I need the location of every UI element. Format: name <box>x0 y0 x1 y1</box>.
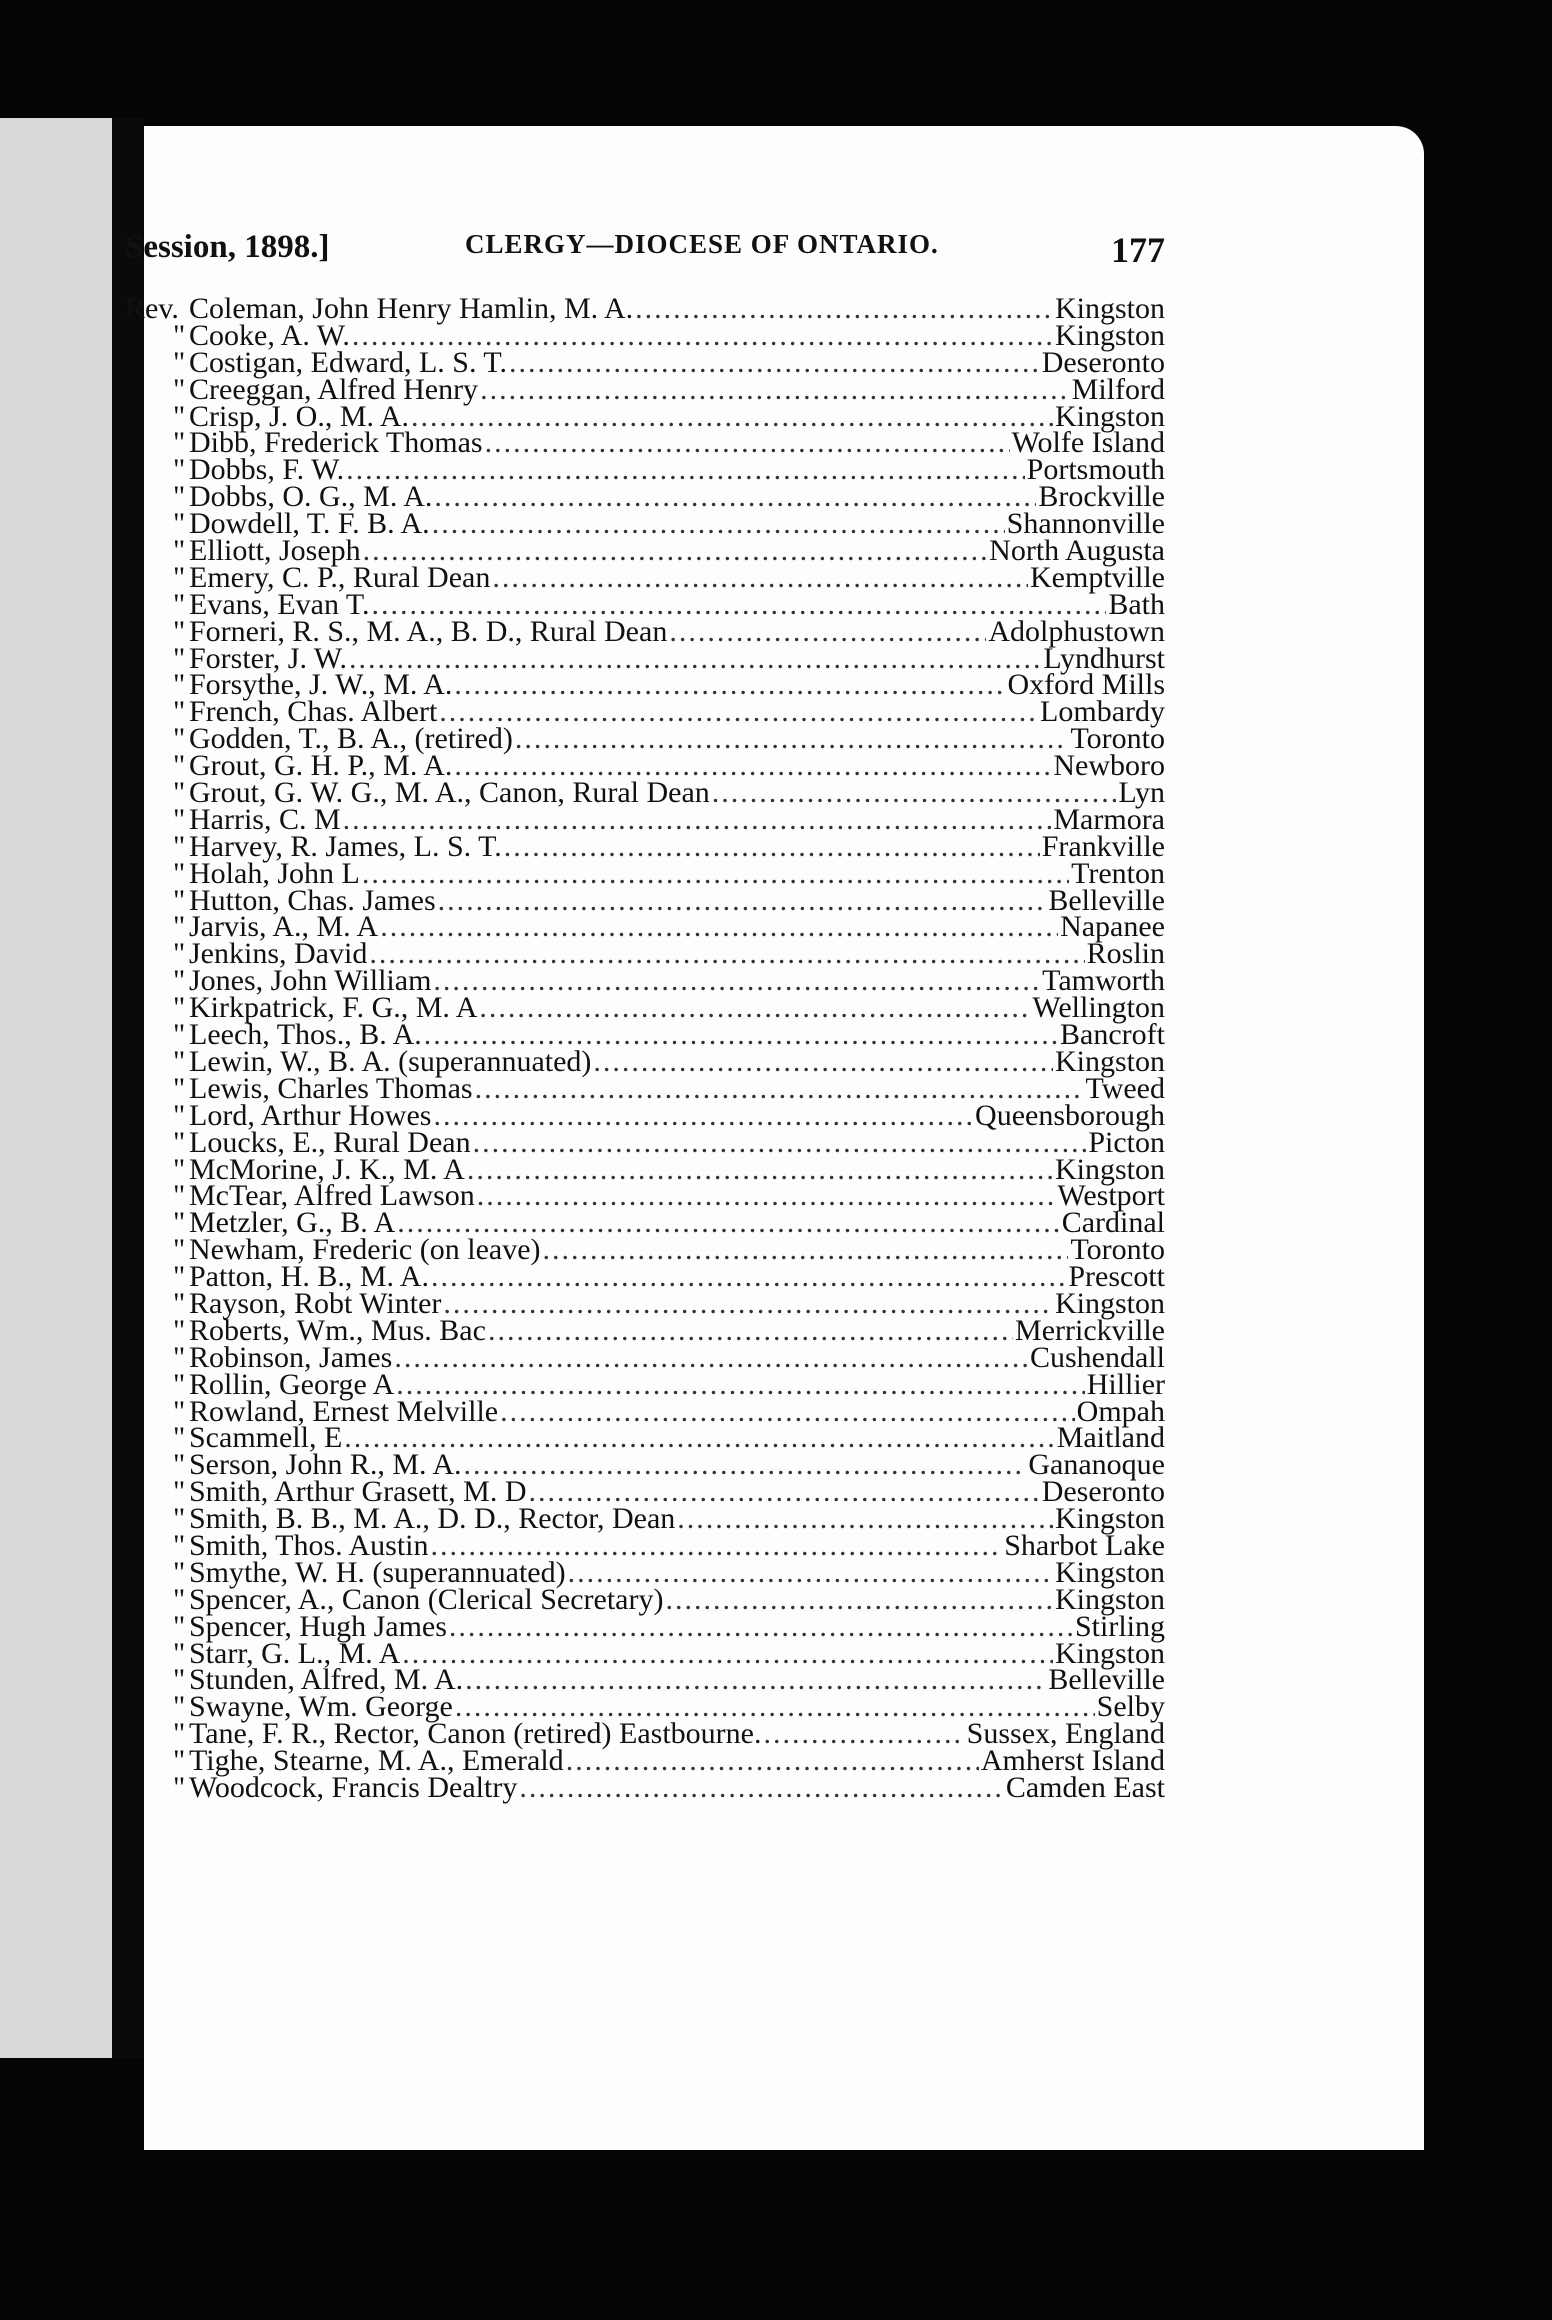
list-item <box>125 1206 1165 1240</box>
list-item <box>125 910 1165 944</box>
list-item <box>125 722 1165 756</box>
parish-place: Kingston <box>1054 1044 1165 1078</box>
ditto-mark: " <box>173 802 186 836</box>
parish-place: Toronto <box>1070 722 1165 756</box>
parish-place: Gananoque <box>1028 1448 1165 1482</box>
dot-leader <box>438 886 1047 916</box>
clergy-name: Jarvis, A., M. A <box>189 910 379 944</box>
dot-leader <box>515 724 1069 754</box>
clergy-name: Woodcock, Francis Dealtry <box>189 1770 518 1804</box>
ditto-mark: " <box>173 1394 186 1428</box>
ditto-mark: " <box>173 856 186 890</box>
dot-leader <box>396 1370 1084 1400</box>
ditto-mark: " <box>173 937 186 971</box>
clergy-name: Creeggan, Alfred Henry <box>189 372 479 406</box>
clergy-list <box>125 292 1165 1804</box>
clergy-name: McMorine, J. K., M. A <box>189 1152 465 1186</box>
dot-leader <box>669 617 986 647</box>
dot-leader <box>509 348 1040 378</box>
parish-place: Marmora <box>1053 802 1165 836</box>
clergy-name: Grout, G. H. P., M. A. <box>189 749 453 783</box>
ditto-mark: " <box>173 372 186 406</box>
dot-leader <box>566 1746 979 1776</box>
clergy-name: Newham, Frederic (on leave) <box>189 1233 541 1267</box>
clergy-name: Lewis, Charles Thomas <box>189 1071 473 1105</box>
session-label: Session, 1898.] <box>125 229 330 265</box>
dot-leader <box>479 993 1030 1023</box>
dot-leader <box>439 697 1038 727</box>
parish-place: Kingston <box>1054 1636 1165 1670</box>
clergy-name: Loucks, E., Rural Dean <box>189 1125 471 1159</box>
clergy-name: Dibb, Frederick Thomas <box>189 426 483 460</box>
list-item <box>125 345 1165 379</box>
ditto-mark: " <box>173 1367 186 1401</box>
clergy-name: Evans, Evan T. <box>189 587 370 621</box>
dot-leader <box>593 1047 1053 1077</box>
ditto-mark: " <box>173 668 186 702</box>
parish-place: Belleville <box>1048 883 1165 917</box>
list-item <box>125 991 1165 1025</box>
list-item <box>125 587 1165 621</box>
clergy-name: Dowdell, T. F. B. A. <box>189 507 430 541</box>
clergy-name: Godden, T., B. A., (retired) <box>189 722 513 756</box>
parish-place: Westport <box>1057 1179 1165 1213</box>
ditto-mark: " <box>173 453 186 487</box>
parish-place: Cushendall <box>1030 1340 1165 1374</box>
list-item <box>125 1260 1165 1294</box>
dot-leader <box>677 1504 1053 1534</box>
parish-place: Belleville <box>1048 1663 1165 1697</box>
ditto-mark: " <box>173 1636 186 1670</box>
parish-place: Kingston <box>1054 1582 1165 1616</box>
dot-leader <box>473 1128 1087 1158</box>
list-item <box>125 1152 1165 1186</box>
list-item <box>125 1071 1165 1105</box>
clergy-name: Holah, John L <box>189 856 360 890</box>
dot-leader <box>488 1316 1013 1346</box>
ditto-mark: " <box>173 964 186 998</box>
parish-place: Stirling <box>1074 1609 1165 1643</box>
clergy-name: Roberts, Wm., Mus. Bac <box>189 1313 486 1347</box>
ditto-mark: " <box>173 749 186 783</box>
ditto-mark: " <box>173 345 186 379</box>
clergy-name: Dobbs, O. G., M. A. <box>189 480 433 514</box>
parish-place: Tweed <box>1085 1071 1165 1105</box>
list-item <box>125 480 1165 514</box>
ditto-mark: " <box>173 1313 186 1347</box>
clergy-name: Robinson, James <box>189 1340 393 1374</box>
clergy-name: Harris, C. M <box>189 802 341 836</box>
list-item <box>125 749 1165 783</box>
ditto-mark: " <box>173 426 186 460</box>
parish-place: Kingston <box>1054 1502 1165 1536</box>
ditto-mark: " <box>173 1044 186 1078</box>
clergy-name: French, Chas. Albert <box>189 695 438 729</box>
clergy-name: Rayson, Robt Winter <box>189 1286 442 1320</box>
clergy-name: Rowland, Ernest Melville <box>189 1394 499 1428</box>
list-item <box>125 937 1165 971</box>
clergy-name: Swayne, Wm. George <box>189 1690 453 1724</box>
ditto-mark: " <box>173 1502 186 1536</box>
clergy-name: Jones, John William <box>189 964 432 998</box>
parish-place: Kingston <box>1054 318 1165 352</box>
list-item <box>125 614 1165 648</box>
clergy-name: Smith, B. B., M. A., D. D., Rector, Dean <box>189 1502 676 1536</box>
clergy-name: McTear, Alfred Lawson <box>189 1179 475 1213</box>
list-item <box>125 1582 1165 1616</box>
clergy-name: Forster, J. W. <box>189 641 347 675</box>
page-header <box>125 229 1165 281</box>
parish-place: Ompah <box>1076 1394 1165 1428</box>
list-item <box>125 641 1165 675</box>
list-item <box>125 399 1165 433</box>
clergy-name: Spencer, Hugh James <box>189 1609 447 1643</box>
dot-leader <box>665 1585 1053 1615</box>
list-item <box>125 1179 1165 1213</box>
list-item <box>125 318 1165 352</box>
list-item <box>125 829 1165 863</box>
parish-place: Bath <box>1108 587 1165 621</box>
list-item <box>125 1394 1165 1428</box>
clergy-name: Cooke, A. W. <box>189 318 350 352</box>
clergy-name: Lewin, W., B. A. (superannuated) <box>189 1044 592 1078</box>
parish-place: Adolphustown <box>988 614 1165 648</box>
facing-page-edge <box>0 118 112 2058</box>
ditto-mark: " <box>173 776 186 810</box>
clergy-name: Jenkins, David <box>189 937 368 971</box>
list-item <box>125 1663 1165 1697</box>
dot-leader <box>433 966 1040 996</box>
list-item <box>125 1502 1165 1536</box>
clergy-name: Smith, Arthur Grasett, M. D <box>189 1475 527 1509</box>
list-item <box>125 1233 1165 1267</box>
dot-leader <box>477 1181 1056 1211</box>
parish-place: Bancroft <box>1060 1018 1165 1052</box>
ditto-mark: " <box>173 1125 186 1159</box>
list-item <box>125 1770 1165 1804</box>
list-item <box>125 802 1165 836</box>
ditto-mark: " <box>173 1744 186 1778</box>
clergy-name: Costigan, Edward, L. S. T. <box>189 345 508 379</box>
clergy-name: Serson, John R., M. A. <box>189 1448 462 1482</box>
clergy-name: Dobbs, F. W. <box>189 453 345 487</box>
entry-line <box>189 1770 1165 1804</box>
list-item <box>125 1609 1165 1643</box>
dot-leader <box>465 1665 1046 1695</box>
clergy-name: Stunden, Alfred, M. A. <box>189 1663 464 1697</box>
clergy-name: Emery, C. P., Rural Dean <box>189 560 491 594</box>
dot-leader <box>380 912 1058 942</box>
ditto-mark: " <box>173 614 186 648</box>
parish-place: Sharbot Lake <box>1004 1528 1165 1562</box>
parish-place: Camden East <box>1005 1770 1165 1804</box>
list-item <box>125 695 1165 729</box>
ditto-mark: " <box>173 991 186 1025</box>
dot-leader <box>464 1450 1027 1480</box>
dot-leader <box>454 670 1005 700</box>
ditto-mark: " <box>173 1448 186 1482</box>
parish-place: Kingston <box>1054 1152 1165 1186</box>
ditto-mark: " <box>173 1260 186 1294</box>
parish-place: Lombardy <box>1040 695 1165 729</box>
ditto-mark: " <box>173 318 186 352</box>
dot-leader <box>431 1262 1066 1292</box>
list-item <box>125 1313 1165 1347</box>
ditto-mark: " <box>173 641 186 675</box>
page-title: CLERGY—DIOCESE OF ONTARIO. <box>465 229 939 259</box>
parish-place: Wellington <box>1032 991 1165 1025</box>
list-item <box>125 1044 1165 1078</box>
parish-place: Tamworth <box>1042 964 1165 998</box>
dot-leader <box>543 1235 1069 1265</box>
parish-place: Kingston <box>1054 1555 1165 1589</box>
ditto-mark: " <box>173 1555 186 1589</box>
page-number: 177 <box>1111 230 1165 270</box>
list-item <box>125 1018 1165 1052</box>
dot-leader <box>485 428 1010 458</box>
list-item <box>125 1448 1165 1482</box>
ditto-mark: " <box>173 1071 186 1105</box>
ditto-mark: " <box>173 1475 186 1509</box>
list-item <box>125 776 1165 810</box>
parish-place: Wolfe Island <box>1011 426 1165 460</box>
parish-place: Trenton <box>1071 856 1165 890</box>
clergy-name: Spencer, A., Canon (Clerical Secretary) <box>189 1582 664 1616</box>
ditto-mark: " <box>173 1609 186 1643</box>
parish-place: Kemptville <box>1030 560 1165 594</box>
ditto-mark: " <box>173 1206 186 1240</box>
clergy-name: Forsythe, J. W., M. A. <box>189 668 453 702</box>
dot-leader <box>349 644 1041 674</box>
dot-leader <box>519 1773 1004 1803</box>
ditto-mark: " <box>173 1663 186 1697</box>
ditto-mark: " <box>173 507 186 541</box>
ditto-mark: " <box>173 1770 186 1804</box>
ditto-mark: " <box>173 399 186 433</box>
parish-place: Deseronto <box>1041 1475 1165 1509</box>
ditto-mark: " <box>173 480 186 514</box>
parish-place: Selby <box>1096 1690 1165 1724</box>
dot-leader <box>411 402 1053 432</box>
list-item <box>125 1528 1165 1562</box>
ditto-mark: " <box>173 883 186 917</box>
clergy-name: Harvey, R. James, L. S. T. <box>189 829 502 863</box>
parish-place: Deseronto <box>1041 345 1165 379</box>
dot-leader <box>500 1397 1075 1427</box>
clergy-name: Elliott, Joseph <box>189 534 361 568</box>
parish-place: Sussex, England <box>966 1717 1165 1751</box>
clergy-name: Kirkpatrick, F. G., M. A <box>189 991 478 1025</box>
parish-place: Brockville <box>1038 480 1165 514</box>
dot-leader <box>369 939 1084 969</box>
list-item <box>125 668 1165 702</box>
clergy-name: Smythe, W. H. (superannuated) <box>189 1555 566 1589</box>
list-item <box>125 883 1165 917</box>
list-item <box>125 1636 1165 1670</box>
parish-place: Merrickville <box>1015 1313 1165 1347</box>
clergy-name: Leech, Thos., B. A. <box>189 1018 422 1052</box>
ditto-mark: " <box>173 1582 186 1616</box>
ditto-mark: " <box>173 695 186 729</box>
dot-leader <box>433 1101 973 1131</box>
parish-place: Portsmouth <box>1026 453 1165 487</box>
clergy-name: Scammell, E <box>189 1421 343 1455</box>
ditto-mark: " <box>173 1018 186 1052</box>
parish-place: Newboro <box>1053 749 1165 783</box>
list-item <box>125 1690 1165 1724</box>
clergy-name: Grout, G. W. G., M. A., Canon, Rural Dean <box>189 776 710 810</box>
ditto-mark: " <box>173 1286 186 1320</box>
dot-leader <box>402 1639 1053 1669</box>
ditto-mark: " <box>173 722 186 756</box>
dot-leader <box>635 294 1053 324</box>
ditto-mark: " <box>173 1717 186 1751</box>
clergy-name: Crisp, J. O., M. A. <box>189 399 410 433</box>
list-item <box>125 1098 1165 1132</box>
ditto-mark: " <box>173 910 186 944</box>
ditto-mark: " <box>173 1690 186 1724</box>
ditto-mark: " <box>173 1233 186 1267</box>
clergy-name: Tighe, Stearne, M. A., Emerald <box>189 1744 564 1778</box>
clergy-name: Starr, G. L., M. A <box>189 1636 401 1670</box>
ditto-mark: " <box>173 1179 186 1213</box>
list-item <box>125 1717 1165 1751</box>
dot-leader <box>432 509 1005 539</box>
dot-leader <box>346 455 1024 485</box>
list-item <box>125 507 1165 541</box>
clergy-name: Hutton, Chas. James <box>189 883 436 917</box>
list-item <box>125 1125 1165 1159</box>
dot-leader <box>467 1155 1053 1185</box>
dot-leader <box>443 1289 1053 1319</box>
parish-place: Lyn <box>1118 776 1165 810</box>
ditto-mark: " <box>173 1152 186 1186</box>
clergy-name: Smith, Thos. Austin <box>189 1528 429 1562</box>
parish-place: Kingston <box>1054 399 1165 433</box>
list-item <box>125 1421 1165 1455</box>
ditto-mark: " <box>173 1421 186 1455</box>
parish-place: Queensborough <box>975 1098 1165 1132</box>
ditto-mark: " <box>173 1528 186 1562</box>
list-item <box>125 560 1165 594</box>
dot-leader <box>480 375 1070 405</box>
dot-leader <box>492 563 1028 593</box>
list-item <box>125 1744 1165 1778</box>
clergy-name: Forneri, R. S., M. A., B. D., Rural Dean <box>189 614 668 648</box>
clergy-name: Rollin, George A <box>189 1367 395 1401</box>
parish-place: Roslin <box>1086 937 1165 971</box>
parish-place: Shannonville <box>1006 507 1165 541</box>
clergy-name: Patton, H. B., M. A. <box>189 1260 430 1294</box>
list-item <box>125 964 1165 998</box>
parish-place: Oxford Mills <box>1007 668 1165 702</box>
clergy-name: Coleman, John Henry Hamlin, M. A. <box>189 292 634 325</box>
clergy-name: Tane, F. R., Rector, Canon (retired) Eastbourne. <box>189 1717 762 1751</box>
parish-place: Frankville <box>1041 829 1165 863</box>
ditto-mark: " <box>173 534 186 568</box>
parish-place: Hillier <box>1086 1367 1165 1401</box>
parish-place: Prescott <box>1068 1260 1165 1294</box>
ditto-mark: " <box>173 587 186 621</box>
list-item <box>125 534 1165 568</box>
parish-place: North Augusta <box>989 534 1165 568</box>
list-item <box>125 1286 1165 1320</box>
list-item <box>125 856 1165 890</box>
parish-place: Napanee <box>1060 910 1165 944</box>
dot-leader <box>449 1612 1073 1642</box>
ditto-mark: " <box>173 1098 186 1132</box>
list-item <box>125 292 1165 325</box>
dot-leader <box>394 1343 1028 1373</box>
parish-place: Maitland <box>1056 1421 1165 1455</box>
dot-leader <box>434 482 1036 512</box>
parish-place: Cardinal <box>1061 1206 1165 1240</box>
list-item <box>125 426 1165 460</box>
list-item <box>125 1475 1165 1509</box>
parish-place: Milford <box>1071 372 1165 406</box>
list-item <box>125 453 1165 487</box>
dot-leader <box>362 859 1069 889</box>
list-item <box>125 1367 1165 1401</box>
title-prefix: Rev. <box>125 292 179 325</box>
dot-leader <box>504 832 1040 862</box>
parish-place: Toronto <box>1070 1233 1165 1267</box>
clergy-name: Metzler, G., B. A <box>189 1206 396 1240</box>
ditto-mark: " <box>173 1340 186 1374</box>
ditto-mark: " <box>173 560 186 594</box>
parish-place: Kingston <box>1054 1286 1165 1320</box>
dot-leader <box>763 1719 964 1749</box>
clergy-name: Lord, Arthur Howes <box>189 1098 432 1132</box>
list-item <box>125 372 1165 406</box>
ditto-mark: " <box>173 829 186 863</box>
list-item <box>125 1555 1165 1589</box>
list-item <box>125 1340 1165 1374</box>
parish-place: Picton <box>1088 1125 1165 1159</box>
parish-place: Kingston <box>1054 292 1165 325</box>
parish-place: Amherst Island <box>980 1744 1165 1778</box>
parish-place: Lyndhurst <box>1043 641 1165 675</box>
